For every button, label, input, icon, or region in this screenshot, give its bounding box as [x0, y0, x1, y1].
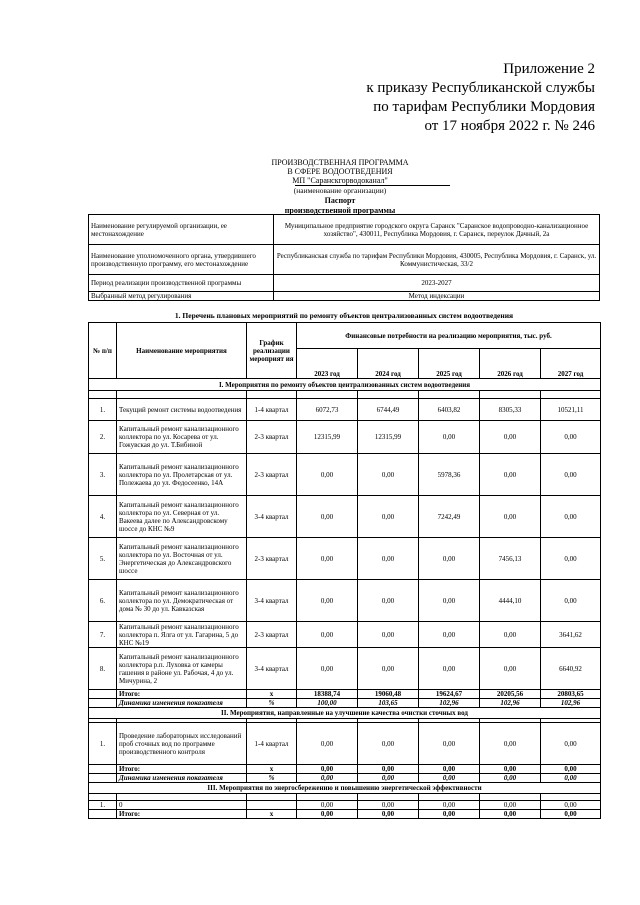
total-value: 18388,74	[297, 690, 358, 699]
total-value: 0,00	[541, 765, 601, 774]
row-name: Капитальный ремонт канализационного коллектора по ул. Северная от ул. Вакеева далее по Александровскому шоссе до КНС №9	[117, 496, 247, 538]
year-header: 2027 год	[541, 349, 601, 379]
row-name: Проведение лабораторных исследований проб сточных вод по программе производственного контроля	[117, 723, 247, 765]
organization-name: МП "Саранскгорводоканал"	[292, 176, 388, 185]
passport-label: Период реализации производственной программы	[89, 275, 274, 292]
spacer-cell	[541, 794, 601, 801]
row-name: Капитальный ремонт канализационного коллектора р.п. Луховка от камеры гашения в районе ул. Рабочая, 4 до ул. Мичурина, 2	[117, 648, 247, 690]
dynamics-empty	[89, 699, 117, 708]
total-label: Итого:	[117, 765, 247, 774]
spacer-row	[89, 391, 601, 399]
row-value: 7456,13	[480, 538, 541, 580]
group-1	[89, 379, 601, 708]
dynamics-label: Динамика изменения показателя	[117, 774, 247, 783]
row-name: Капитальный ремонт канализационного коллектора по ул. Демократическая от дома № 30 до ул. Кавказская	[117, 580, 247, 622]
row-number: 1.	[89, 723, 117, 765]
table-row	[89, 399, 601, 421]
row-name: Капитальный ремонт канализационного коллектора п. Ялга от ул. Гагарина, 5 до КНС №19	[117, 622, 247, 648]
row-number: 2.	[89, 421, 117, 454]
year-header: 2026 год	[480, 349, 541, 379]
section-title-cell: II. Мероприятия, направленные на улучшение качества очистки сточных вод	[89, 708, 601, 719]
row-value: 0,00	[358, 454, 419, 496]
appendix-block	[366, 60, 595, 136]
row-value: 0,00	[358, 580, 419, 622]
organization-caption: (наименование организации)	[293, 186, 387, 195]
row-name: Капитальный ремонт канализационного коллектора по ул. Косарева от ул. Гожувская до ул. Т.Бибиной	[117, 421, 247, 454]
row-number: 1.	[89, 399, 117, 421]
row-value: 0,00	[358, 538, 419, 580]
row-value: 6403,82	[419, 399, 480, 421]
row-value: 0,00	[358, 648, 419, 690]
row-value: 0,00	[358, 622, 419, 648]
spacer-cell	[297, 391, 358, 399]
table-row	[89, 454, 601, 496]
row-value: 0,00	[297, 496, 358, 538]
row-value: 0,00	[419, 801, 480, 810]
section-row	[89, 379, 601, 391]
row-value: 0,00	[419, 622, 480, 648]
appendix-line: от 17 ноября 2022 г. № 246	[424, 118, 595, 134]
row-value: 12315,99	[358, 421, 419, 454]
row-value: 0,00	[297, 580, 358, 622]
row-value: 0,00	[480, 801, 541, 810]
group-3	[89, 783, 601, 819]
spacer-cell	[247, 391, 297, 399]
spacer-cell	[89, 794, 117, 801]
total-value: 19624,67	[419, 690, 480, 699]
appendix-line: Приложение 2	[503, 61, 595, 77]
header-row	[89, 323, 601, 349]
row-value: 0,00	[358, 723, 419, 765]
total-mark: х	[247, 690, 297, 699]
dynamics-value: 102,96	[419, 699, 480, 708]
spacer-cell	[480, 391, 541, 399]
total-row	[89, 765, 601, 774]
row-value: 7242,49	[419, 496, 480, 538]
total-value: 0,00	[297, 765, 358, 774]
row-value: 0,00	[480, 454, 541, 496]
passport-table	[88, 214, 600, 301]
row-value: 6072,73	[297, 399, 358, 421]
table-row	[89, 496, 601, 538]
total-empty	[89, 690, 117, 699]
row-value: 0,00	[297, 801, 358, 810]
col-schedule-header: График реализации мероприят ия	[247, 323, 297, 379]
row-value: 0,00	[419, 538, 480, 580]
table-row	[89, 723, 601, 765]
total-empty	[89, 810, 117, 819]
row-schedule: 3-4 квартал	[247, 648, 297, 690]
section-title-cell: I. Мероприятия по ремонту объектов централизованных систем водоотведения	[89, 379, 601, 391]
row-schedule: 2-3 квартал	[247, 421, 297, 454]
row-value: 0,00	[480, 496, 541, 538]
dynamics-value: 0,00	[480, 774, 541, 783]
total-value: 0,00	[358, 810, 419, 819]
row-value: 0,00	[297, 723, 358, 765]
spacer-cell	[541, 391, 601, 399]
table-row	[89, 622, 601, 648]
row-value: 0,00	[480, 622, 541, 648]
row-schedule: 2-3 квартал	[247, 622, 297, 648]
row-schedule: 1-4 квартал	[247, 723, 297, 765]
group-2	[89, 708, 601, 783]
total-label: Итого:	[117, 810, 247, 819]
dynamics-label: Динамика изменения показателя	[117, 699, 247, 708]
row-value: 0,00	[480, 723, 541, 765]
year-header: 2023 год	[297, 349, 358, 379]
row-value: 0,00	[419, 723, 480, 765]
total-label: Итого:	[117, 690, 247, 699]
total-value: 0,00	[541, 810, 601, 819]
row-value: 0,00	[541, 421, 601, 454]
row-value: 0,00	[541, 723, 601, 765]
table-row	[89, 538, 601, 580]
total-empty	[89, 765, 117, 774]
passport-value: Метод индексации	[274, 292, 600, 301]
row-value: 0,00	[541, 580, 601, 622]
dynamics-value: 102,96	[541, 699, 601, 708]
table-row	[89, 421, 601, 454]
row-number: 8.	[89, 648, 117, 690]
row-value: 0,00	[419, 580, 480, 622]
spacer-cell	[419, 794, 480, 801]
passport-row	[89, 245, 600, 275]
dynamics-value: 0,00	[297, 774, 358, 783]
table-row	[89, 580, 601, 622]
passport-value: Республиканская служба по тарифам Республики Мордовия, 430005, Республика Мордовия, г. Саранск, ул. Коммунистическая, 33/2	[274, 245, 600, 275]
total-value: 20803,65	[541, 690, 601, 699]
spacer-cell	[117, 391, 247, 399]
row-value: 5978,36	[419, 454, 480, 496]
row-value: 0,00	[541, 538, 601, 580]
spacer-cell	[247, 794, 297, 801]
row-value: 0,00	[297, 538, 358, 580]
dynamics-empty	[89, 774, 117, 783]
section-row	[89, 783, 601, 794]
row-value: 0,00	[297, 648, 358, 690]
row-name: Капитальный ремонт канализационного коллектора по ул. Пролетарская от ул. Полежаева до ул. Федосеенко, 14А	[117, 454, 247, 496]
total-value: 0,00	[419, 810, 480, 819]
year-header: 2024 год	[358, 349, 419, 379]
passport-title: Паспорт	[324, 196, 356, 205]
passport-label: Наименование регулируемой организации, ее местонахождение	[89, 215, 274, 245]
row-value: 0,00	[480, 421, 541, 454]
total-row	[89, 690, 601, 699]
passport-subtitle: производственной программы	[284, 206, 396, 215]
passport-value: 2023-2027	[274, 275, 600, 292]
passport-value: Муниципальное предприятие городского округа Саранск "Саранское водопроводно-канализационное хозяйство", 430011, Республика Мордовия, г. Саранск, переулок Дачный, 2а	[274, 215, 600, 245]
appendix-line: к приказу Республиканской службы	[366, 80, 595, 96]
col-finance-header: Финансовые потребности на реализацию мероприятия, тыс. руб.	[297, 323, 601, 349]
section-title: 1. Перечень плановых мероприятий по ремонту объектов централизованных систем водоотведения	[174, 311, 514, 320]
program-subtitle: В СФЕРЕ ВОДООТВЕДЕНИЯ	[287, 167, 393, 176]
row-number: 6.	[89, 580, 117, 622]
row-number: 5.	[89, 538, 117, 580]
row-value: 3641,62	[541, 622, 601, 648]
dynamics-row	[89, 774, 601, 783]
row-schedule: 1-4 квартал	[247, 399, 297, 421]
row-value: 10521,11	[541, 399, 601, 421]
row-number: 3.	[89, 454, 117, 496]
row-value: 12315,99	[297, 421, 358, 454]
spacer-cell	[117, 794, 247, 801]
col-num-header: № п/п	[89, 323, 117, 379]
row-value: 0,00	[297, 454, 358, 496]
row-value: 0,00	[419, 421, 480, 454]
spacer-cell	[89, 391, 117, 399]
row-value: 0,00	[297, 622, 358, 648]
passport-row	[89, 215, 600, 245]
total-value: 19060,48	[358, 690, 419, 699]
dynamics-value: 0,00	[541, 774, 601, 783]
row-value: 6744,49	[358, 399, 419, 421]
row-value: 0,00	[541, 496, 601, 538]
passport-label: Наименование уполномоченного органа, утвердившего производственную программу, его местонахождение	[89, 245, 274, 275]
passport-row	[89, 275, 600, 292]
total-value: 0,00	[358, 765, 419, 774]
row-number: 4.	[89, 496, 117, 538]
row-value: 0,00	[480, 648, 541, 690]
row-value: 0,00	[419, 648, 480, 690]
row-number: 7.	[89, 622, 117, 648]
year-header: 2025 год	[419, 349, 480, 379]
spacer-cell	[480, 794, 541, 801]
row-value: 0,00	[541, 454, 601, 496]
total-value: 0,00	[419, 765, 480, 774]
row-number: 1.	[89, 801, 117, 810]
dynamics-mark: %	[247, 699, 297, 708]
row-value: 0,00	[358, 801, 419, 810]
row-schedule	[247, 801, 297, 810]
row-value: 0,00	[541, 801, 601, 810]
row-name: Капитальный ремонт канализационного коллектора по ул. Восточная от ул. Энергетическая до Александровского шоссе	[117, 538, 247, 580]
row-schedule: 3-4 квартал	[247, 580, 297, 622]
total-value: 0,00	[480, 765, 541, 774]
total-value: 0,00	[480, 810, 541, 819]
dynamics-row	[89, 699, 601, 708]
row-schedule: 2-3 квартал	[247, 454, 297, 496]
table-row	[89, 801, 601, 810]
row-value: 4444,10	[480, 580, 541, 622]
passport-row	[89, 292, 600, 301]
total-value: 20205,56	[480, 690, 541, 699]
program-title: ПРОИЗВОДСТВЕННАЯ ПРОГРАММА	[271, 158, 409, 167]
section-title-cell: III. Мероприятия по энергосбережению и повышению энергетической эффективности	[89, 783, 601, 794]
row-name: Текущий ремонт системы водоотведения	[117, 399, 247, 421]
total-mark: х	[247, 810, 297, 819]
col-name-header: Наименование мероприятия	[117, 323, 247, 379]
dynamics-value: 102,96	[480, 699, 541, 708]
total-row	[89, 810, 601, 819]
dynamics-value: 0,00	[358, 774, 419, 783]
row-value: 6640,92	[541, 648, 601, 690]
spacer-cell	[358, 391, 419, 399]
row-schedule: 3-4 квартал	[247, 496, 297, 538]
spacer-cell	[358, 794, 419, 801]
section-row	[89, 708, 601, 719]
row-value: 0,00	[358, 496, 419, 538]
measures-table	[88, 322, 601, 819]
table-row	[89, 648, 601, 690]
passport-label: Выбранный метод регулирования	[89, 292, 274, 301]
spacer-row	[89, 794, 601, 801]
row-schedule: 2-3 квартал	[247, 538, 297, 580]
row-value: 8305,33	[480, 399, 541, 421]
total-mark: х	[247, 765, 297, 774]
dynamics-mark: %	[247, 774, 297, 783]
dynamics-value: 100,00	[297, 699, 358, 708]
dynamics-value: 0,00	[419, 774, 480, 783]
row-name: 0	[117, 801, 247, 810]
dynamics-value: 103,65	[358, 699, 419, 708]
spacer-cell	[297, 794, 358, 801]
spacer-cell	[419, 391, 480, 399]
total-value: 0,00	[297, 810, 358, 819]
appendix-line: по тарифам Республики Мордовия	[373, 99, 595, 115]
